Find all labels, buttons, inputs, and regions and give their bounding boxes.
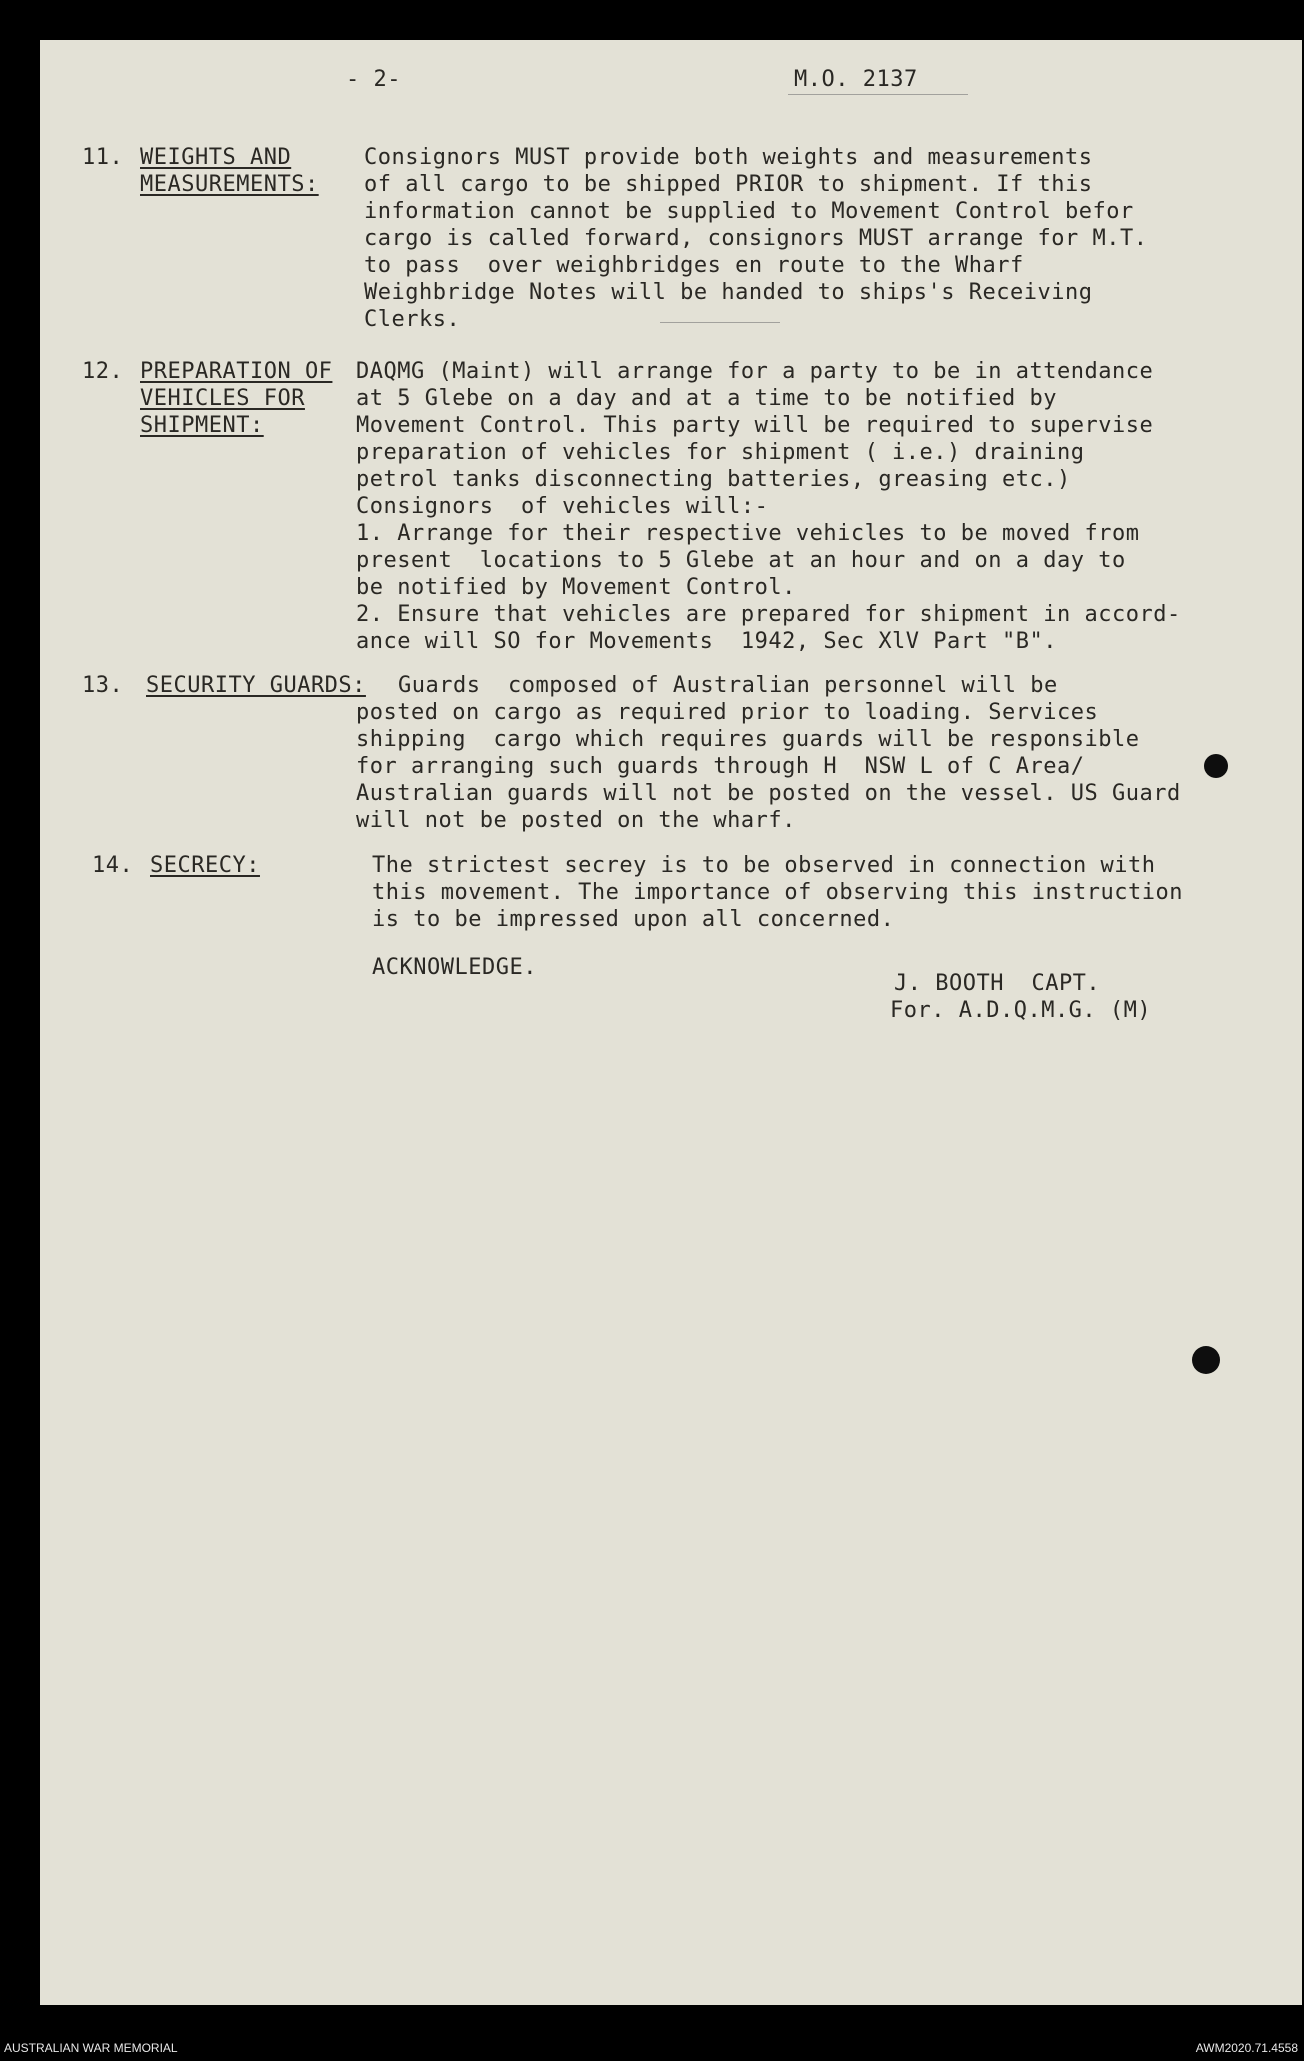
section-12-heading-line-3: SHIPMENT:	[140, 413, 264, 438]
section-11-end-rule	[660, 322, 780, 323]
section-12-number: 12.	[82, 359, 124, 384]
section-12-body-line-10: 2. Ensure that vehicles are prepared for shipment in accord-	[356, 602, 1181, 627]
section-14-number: 14.	[92, 853, 134, 878]
section-12-heading-line-2: VEHICLES FOR	[140, 386, 305, 411]
footer-item-id: AWM2020.71.4558	[1195, 2041, 1298, 2055]
section-13-body-line-4: for arranging such guards through H NSW L of C Area/	[356, 754, 1085, 779]
section-13-body-line-1: Guards composed of Australian personnel will be	[398, 673, 1058, 698]
section-12-body-line-7: 1. Arrange for their respective vehicles to be moved from	[356, 521, 1140, 546]
reverse-bleed-through	[160, 1080, 213, 1163]
section-12-body-line-2: at 5 Glebe on a day and at a time to be notified by	[356, 386, 1058, 411]
section-11-heading-line-1: WEIGHTS AND	[140, 145, 292, 170]
acknowledge-text: ACKNOWLEDGE.	[372, 955, 537, 980]
reference-underline	[788, 94, 968, 95]
section-13-body-line-5: Australian guards will not be posted on the vessel. US Guard	[356, 781, 1181, 806]
section-12-body-line-1: DAQMG (Maint) will arrange for a party to be in attendance	[356, 359, 1154, 384]
section-14-heading: SECRECY:	[150, 853, 260, 878]
section-11-body-line-2: of all cargo to be shipped PRIOR to shipment. If this	[364, 172, 1093, 197]
section-11-number: 11.	[82, 145, 124, 170]
section-13-body-line-3: shipping cargo which requires guards will be responsible	[356, 727, 1140, 752]
section-14-body-line-1: The strictest secrey is to be observed in connection with	[372, 853, 1156, 878]
section-11-body-line-1: Consignors MUST provide both weights and measurements	[364, 145, 1093, 170]
section-14-body-line-3: is to be impressed upon all concerned.	[372, 907, 895, 932]
section-12-heading-line-1: PREPARATION OF	[140, 359, 333, 384]
footer-archive-name: AUSTRALIAN WAR MEMORIAL	[4, 2041, 178, 2055]
document-page	[40, 40, 1302, 2005]
section-12-body-line-3: Movement Control. This party will be required to supervise	[356, 413, 1154, 438]
section-11-body-line-7: Clerks.	[364, 307, 461, 332]
section-13-heading: SECURITY GUARDS:	[146, 673, 366, 698]
section-13-body-line-2: posted on cargo as required prior to loading. Services	[356, 700, 1099, 725]
section-13-body-line-6: will not be posted on the wharf.	[356, 808, 796, 833]
section-11-body-line-4: cargo is called forward, consignors MUST arrange for M.T.	[364, 226, 1148, 251]
section-12-body-line-11: ance will SO for Movements 1942, Sec XlV Part "B".	[356, 629, 1058, 654]
section-12-body-line-4: preparation of vehicles for shipment ( i.e.) draining	[356, 440, 1085, 465]
document-reference: M.O. 2137	[794, 67, 918, 92]
section-12-body-line-5: petrol tanks disconnecting batteries, greasing etc.)	[356, 467, 1071, 492]
punch-hole-upper	[1204, 754, 1228, 778]
section-13-number: 13.	[82, 673, 124, 698]
signature-for: For. A.D.Q.M.G. (M)	[890, 998, 1152, 1023]
section-12-body-line-9: be notified by Movement Control.	[356, 575, 796, 600]
section-12-body-line-6: Consignors of vehicles will:-	[356, 494, 769, 519]
section-12-body-line-8: present locations to 5 Glebe at an hour and on a day to	[356, 548, 1126, 573]
signature-name: J. BOOTH CAPT.	[894, 971, 1101, 996]
section-11-heading-line-2: MEASUREMENTS:	[140, 172, 319, 197]
punch-hole-lower	[1192, 1346, 1220, 1374]
section-11-body-line-6: Weighbridge Notes will be handed to ships's Receiving	[364, 280, 1093, 305]
section-11-body-line-3: information cannot be supplied to Movement Control befor	[364, 199, 1134, 224]
section-14-body-line-2: this movement. The importance of observing this instruction	[372, 880, 1183, 905]
section-11-body-line-5: to pass over weighbridges en route to the Wharf	[364, 253, 1024, 278]
page-number: - 2-	[346, 67, 401, 92]
